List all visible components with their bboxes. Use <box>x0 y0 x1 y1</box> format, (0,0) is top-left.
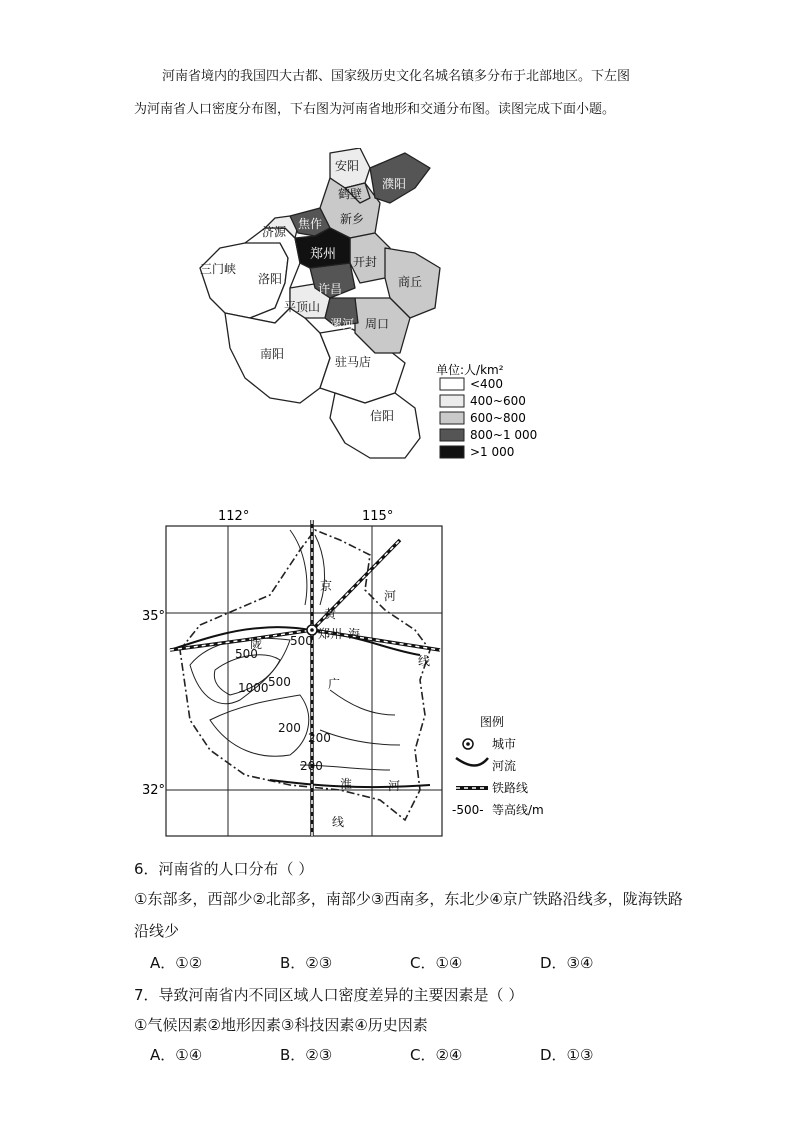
density-legend <box>436 363 537 459</box>
city-label-xinxiang: 新乡 <box>340 212 365 226</box>
city-label-sanmenxia: 三门峡 <box>200 262 237 276</box>
contour-label-200b: 200 <box>308 731 331 745</box>
label-huang: 黄 <box>324 607 337 621</box>
city-label-pingdingshan: 平顶山 <box>284 300 321 314</box>
legend-swatch-2 <box>440 412 464 424</box>
city-label-nanyang: 南阳 <box>260 347 285 361</box>
legend-label-4: >1 000 <box>470 445 515 459</box>
city-label-jiaozuo: 焦作 <box>298 217 323 231</box>
city-label-zhoukou: 周口 <box>365 317 390 331</box>
city-label-jiyuan: 济源 <box>262 225 287 239</box>
legend-swatch-1 <box>440 395 464 407</box>
legend-contour-icon: -500- <box>452 803 484 817</box>
legend-label-3: 800~1 000 <box>470 428 538 442</box>
question-6-statements-1: ①东部多，西部少②北部多，南部少③西南多，东北少④京广铁路沿线多，陇海铁路 <box>134 890 683 908</box>
legend-contour: 等高线/m <box>492 803 544 817</box>
question-6-statements-2: 沿线少 <box>134 922 180 940</box>
terrain-legend <box>452 714 544 817</box>
question-7-stem: 7．导致河南省内不同区域人口密度差异的主要因素是（ ） <box>134 986 524 1004</box>
legend-label-1: 400~600 <box>470 394 526 408</box>
graticule <box>166 526 442 836</box>
city-label-puyang: 濮阳 <box>382 177 407 191</box>
question-7-options <box>150 1044 670 1065</box>
population-density-map <box>190 148 540 478</box>
q6-option-b[interactable]: B．②③ <box>280 954 333 972</box>
label-xian-1: 线 <box>418 654 431 668</box>
legend-title: 单位:人/km² <box>436 363 504 377</box>
city-label-shangqiu: 商丘 <box>398 275 423 289</box>
city-label-kaifeng: 开封 <box>353 255 378 269</box>
question-7-statements: ①气候因素②地形因素③科技因素④历史因素 <box>134 1016 428 1034</box>
city-label-hebi: 鹤壁 <box>338 187 363 201</box>
city-label-anyang: 安阳 <box>335 159 360 173</box>
q7-option-b[interactable]: B．②③ <box>280 1046 333 1064</box>
q6-option-c[interactable]: C．①④ <box>410 954 463 972</box>
region-xinyang <box>330 393 420 458</box>
label-hai: 海 <box>348 627 361 641</box>
lat-label-35: 35° <box>142 609 166 624</box>
city-label-luohe: 漯河 <box>330 317 355 331</box>
legend-title-2: 图例 <box>480 715 505 729</box>
label-he-1: 河 <box>384 589 397 603</box>
q6-option-d[interactable]: D．③④ <box>540 954 594 972</box>
contour-label-200a: 200 <box>278 721 301 735</box>
contour-label-1000: 1000 <box>238 681 269 695</box>
intro-paragraph <box>134 60 664 126</box>
lon-label-115: 115° <box>362 509 394 524</box>
intro-line-2: 为河南省人口密度分布图，下右图为河南省地形和交通分布图。读图完成下面小题。 <box>134 102 616 117</box>
q7-option-d[interactable]: D．①③ <box>540 1046 594 1064</box>
city-label-xuchang: 许昌 <box>318 282 343 296</box>
legend-label-2: 600~800 <box>470 411 526 425</box>
lon-label-112: 112° <box>218 509 250 524</box>
q7-option-a[interactable]: A．①④ <box>150 1046 203 1064</box>
label-long: 陇 <box>250 637 263 651</box>
question-6-stem: 6．河南省的人口分布（ ） <box>134 860 314 878</box>
legend-swatch-4 <box>440 446 464 458</box>
city-label-zhengzhou: 郑州 <box>310 247 337 262</box>
q6-option-a[interactable]: A．①② <box>150 954 203 972</box>
contour-label-200c: 200 <box>300 759 323 773</box>
legend-city: 城市 <box>492 737 517 751</box>
legend-river-icon <box>456 758 488 766</box>
question-6-options <box>150 952 670 973</box>
contour-label-500c: 500 <box>268 675 291 689</box>
contour-label-500b: 500 <box>290 634 313 648</box>
label-he-2: 河 <box>388 779 401 793</box>
legend-swatch-3 <box>440 429 464 441</box>
city-label-luoyang: 洛阳 <box>258 272 283 286</box>
lat-label-32: 32° <box>142 783 166 798</box>
legend-river: 河流 <box>492 759 517 773</box>
contour-label-500a: 500 <box>235 647 258 661</box>
legend-label-0: <400 <box>470 377 503 391</box>
label-guang: 广 <box>328 677 341 691</box>
label-jing: 京 <box>320 579 333 593</box>
intro-line-1: 河南省境内的我国四大古都、国家级历史文化名城名镇多分布于北部地区。下左图 <box>162 69 631 84</box>
city-label-zhumadian: 驻马店 <box>335 355 372 369</box>
q7-option-c[interactable]: C．②④ <box>410 1046 463 1064</box>
legend-railway: 铁路线 <box>492 781 529 795</box>
label-zhengzhou: 郑州 <box>318 627 343 641</box>
legend-swatch-0 <box>440 378 464 390</box>
label-huai: 淮 <box>340 777 353 791</box>
city-label-xinyang: 信阳 <box>370 409 395 423</box>
province-border <box>180 530 430 820</box>
terrain-transport-map <box>140 500 560 840</box>
label-xian-2: 线 <box>332 815 345 829</box>
